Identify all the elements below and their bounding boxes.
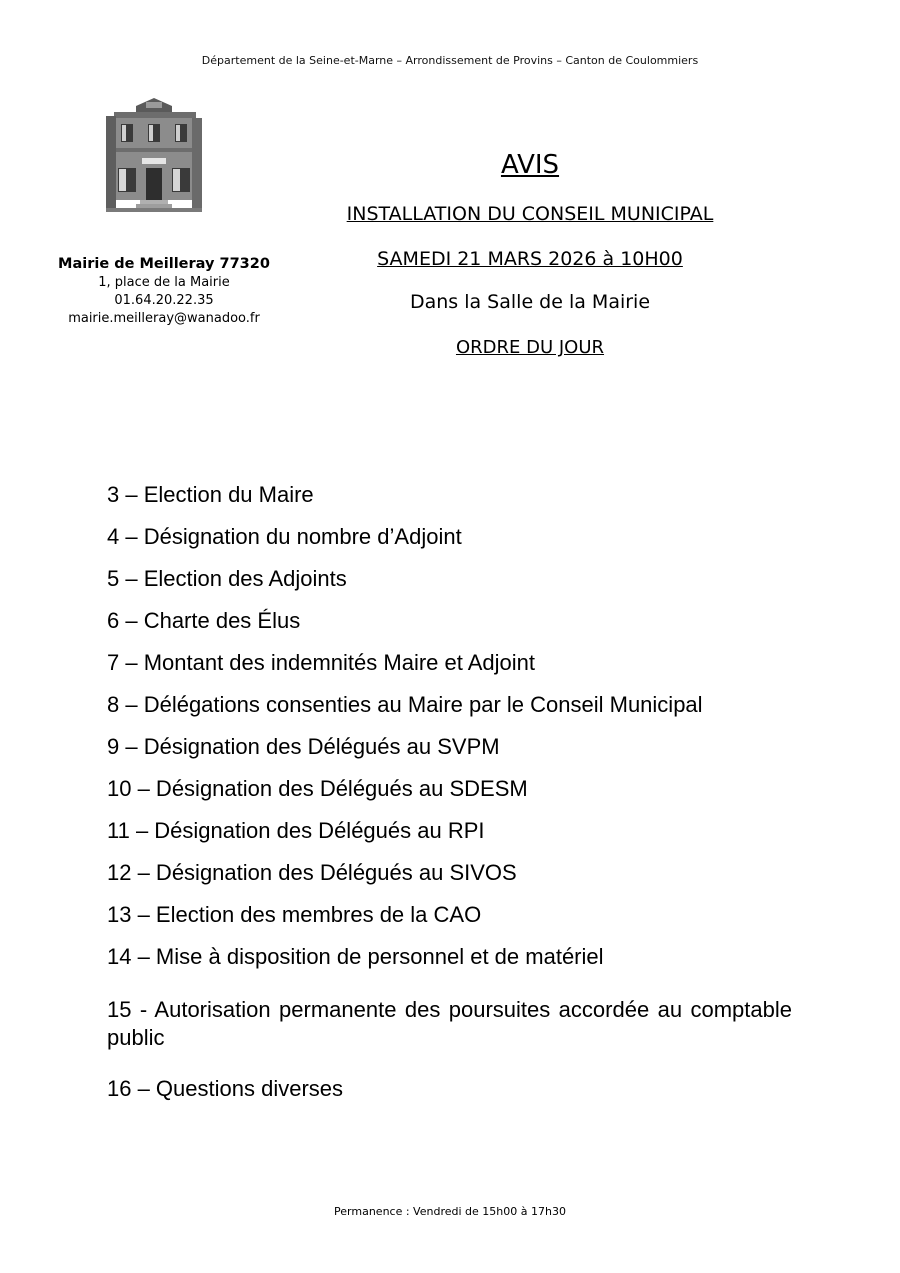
agenda-list: [107, 480, 792, 1116]
town-hall-photo-icon: [106, 96, 202, 212]
agenda-item: 6 – Charte des Élus: [107, 608, 301, 633]
agenda-item: 3 – Election du Maire: [107, 482, 314, 507]
agenda-item: 14 – Mise à disposition de personnel et de matériel: [107, 944, 604, 969]
agenda-item: 16 – Questions diverses: [107, 1076, 344, 1101]
agenda-item: 4 – Désignation du nombre d’Adjoint: [107, 524, 462, 549]
mairie-email: mairie.meilleray@wanadoo.fr: [68, 311, 260, 326]
agenda-item: 13 – Election des membres de la CAO: [107, 902, 482, 927]
notice-date: SAMEDI 21 MARS 2026 à 10H00: [377, 248, 683, 270]
agenda-item: 11 – Désignation des Délégués au RPI: [107, 818, 485, 843]
notice-title: AVIS: [500, 150, 560, 180]
permanence-footer: Permanence : Vendredi de 15h00 à 17h30: [334, 1205, 566, 1218]
notice-subtitle: INSTALLATION DU CONSEIL MUNICIPAL: [346, 203, 714, 225]
mairie-phone: 01.64.20.22.35: [114, 293, 214, 308]
agenda-heading: ORDRE DU JOUR: [455, 337, 605, 358]
agenda-item: 9 – Désignation des Délégués au SVPM: [107, 734, 500, 759]
department-header: Département de la Seine-et-Marne – Arrondissement de Provins – Canton de Coulommiers: [201, 54, 699, 67]
agenda-item: 10 – Désignation des Délégués au SDESM: [107, 776, 528, 801]
agenda-item: 7 – Montant des indemnités Maire et Adjoint: [107, 650, 536, 675]
mairie-name: Mairie de Meilleray 77320: [58, 256, 270, 272]
agenda-item: 8 – Délégations consenties au Maire par le Conseil Municipal: [107, 692, 703, 717]
notice-location: Dans la Salle de la Mairie: [409, 291, 651, 313]
mairie-address: 1, place de la Mairie: [98, 275, 230, 290]
agenda-item: 5 – Election des Adjoints: [107, 566, 347, 591]
agenda-item: 15 - Autorisation permanente des poursuites accordée au comptable public: [107, 997, 792, 1050]
mairie-address-block: [50, 254, 278, 328]
agenda-item: 12 – Désignation des Délégués au SIVOS: [107, 860, 517, 885]
